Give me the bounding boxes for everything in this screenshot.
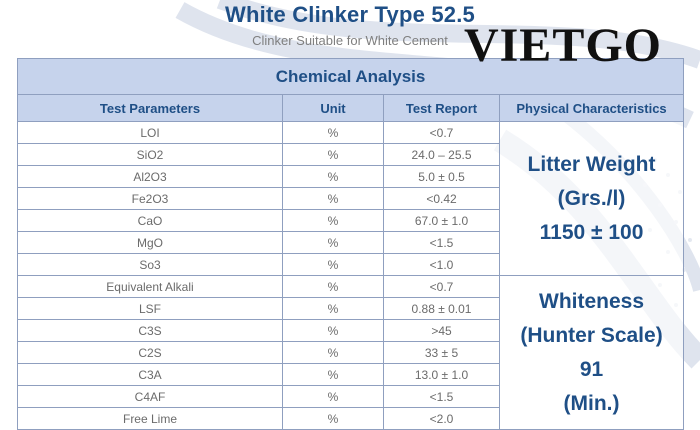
unit-cell: %: [283, 276, 384, 298]
report-cell: <0.7: [384, 276, 500, 298]
report-cell: 0.88 ± 0.01: [384, 298, 500, 320]
vietgo-watermark: VIETGO: [463, 19, 662, 72]
litter-weight-unit: (Grs./l): [557, 186, 626, 210]
whiteness-label: Whiteness: [539, 289, 645, 313]
report-cell: 13.0 ± 1.0: [384, 364, 500, 386]
whiteness-cell: [500, 276, 684, 430]
unit-cell: %: [283, 122, 384, 144]
report-cell: <2.0: [384, 408, 500, 430]
parameter-cell: C4AF: [18, 386, 283, 408]
parameter-cell: LSF: [18, 298, 283, 320]
header-physical-characteristics: Physical Characteristics: [500, 95, 684, 122]
document-subtitle: Clinker Suitable for White Cement: [252, 33, 448, 48]
document-title: White Clinker Type 52.5: [225, 2, 475, 27]
unit-cell: %: [283, 144, 384, 166]
table-row: [18, 122, 684, 144]
unit-cell: %: [283, 408, 384, 430]
report-cell: <1.0: [384, 254, 500, 276]
unit-cell: %: [283, 320, 384, 342]
header-test-parameters: Test Parameters: [18, 95, 283, 122]
parameter-cell: MgO: [18, 232, 283, 254]
report-cell: <1.5: [384, 386, 500, 408]
chemical-analysis-table: [17, 58, 684, 430]
report-cell: <0.42: [384, 188, 500, 210]
unit-cell: %: [283, 254, 384, 276]
litter-weight-label: Litter Weight: [527, 152, 656, 176]
parameter-cell: Equivalent Alkali: [18, 276, 283, 298]
unit-cell: %: [283, 188, 384, 210]
litter-weight-cell: [500, 122, 684, 276]
parameter-cell: C2S: [18, 342, 283, 364]
whiteness-scale: (Hunter Scale): [520, 323, 663, 347]
report-cell: 5.0 ± 0.5: [384, 166, 500, 188]
section-title: Chemical Analysis: [18, 59, 684, 95]
unit-cell: %: [283, 232, 384, 254]
report-cell: <0.7: [384, 122, 500, 144]
unit-cell: %: [283, 364, 384, 386]
parameter-cell: CaO: [18, 210, 283, 232]
parameter-cell: C3S: [18, 320, 283, 342]
unit-cell: %: [283, 210, 384, 232]
table-row: [18, 276, 684, 298]
report-cell: 67.0 ± 1.0: [384, 210, 500, 232]
litter-weight-value: 1150 ± 100: [539, 220, 644, 244]
unit-cell: %: [283, 298, 384, 320]
parameter-cell: LOI: [18, 122, 283, 144]
report-cell: <1.5: [384, 232, 500, 254]
report-cell: 24.0 – 25.5: [384, 144, 500, 166]
report-cell: >45: [384, 320, 500, 342]
whiteness-qualifier: (Min.): [563, 391, 620, 415]
parameter-cell: So3: [18, 254, 283, 276]
parameter-cell: Al2O3: [18, 166, 283, 188]
parameter-cell: Free Lime: [18, 408, 283, 430]
unit-cell: %: [283, 342, 384, 364]
parameter-cell: Fe2O3: [18, 188, 283, 210]
parameter-cell: SiO2: [18, 144, 283, 166]
header-test-report: Test Report: [384, 95, 500, 122]
whiteness-value: 91: [579, 357, 604, 381]
parameter-cell: C3A: [18, 364, 283, 386]
unit-cell: %: [283, 166, 384, 188]
report-cell: 33 ± 5: [384, 342, 500, 364]
unit-cell: %: [283, 386, 384, 408]
header-unit: Unit: [283, 95, 384, 122]
